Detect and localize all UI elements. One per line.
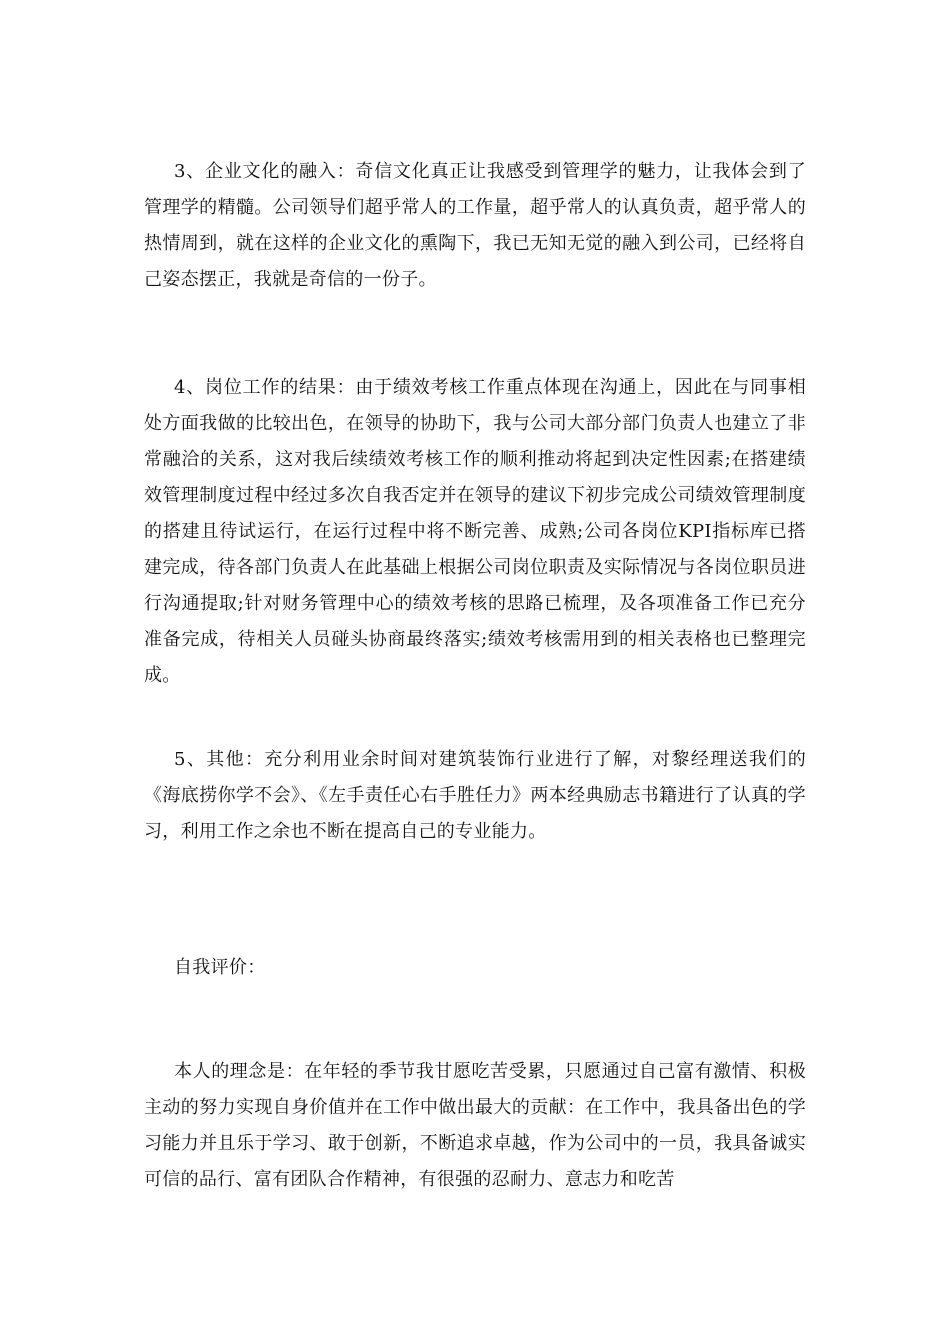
paragraph-personal-philosophy: 本人的理念是：在年轻的季节我甘愿吃苦受累，只愿通过自己富有激情、积极主动的努力实现自身价值并在工作中做出最大的贡献：在工作中，我具备出色的学习能力并且乐于学习、敢于创新，不断追求卓越，作为公司中的一员，我具备诚实可信的品行、富有团队合作精神，有很强的忍耐力、意志力和吃苦 [144,1061,806,1190]
paragraph-corporate-culture: 3、企业文化的融入：奇信文化真正让我感受到管理学的魅力，让我体会到了管理学的精髓。公司领导们超乎常人的工作量，超乎常人的认真负责，超乎常人的热情周到，就在这样的企业文化的熏陶下，我已无知无觉的融入到公司，已经将自己姿态摆正，我就是奇信的一份子。 [144,161,806,290]
paragraph-other: 5、其他：充分利用业余时间对建筑装饰行业进行了解，对黎经理送我们的《海底捞你学不会》、《左手责任心右手胜任力》两本经典励志书籍进行了认真的学习，利用工作之余也不断在提高自己的专业能力。 [144,749,806,842]
paragraph-job-results: 4、岗位工作的结果：由于绩效考核工作重点体现在沟通上，因此在与同事相处方面我做的比较出色，在领导的协助下，我与公司大部分部门负责人也建立了非常融洽的关系，这对我后续绩效考核工作的顺利推动将起到决定性因素;在搭建绩效管理制度过程中经过多次自我否定并在领导的建议下初步完成公司绩效管理制度的搭建且待试运行，在运行过程中将不断完善、成熟;公司各岗位KPI指标库已搭建完成，待各部门负责人在此基础上根据公司岗位职责及实际情况与各岗位职员进行沟通提取;针对财务管理中心的绩效考核的思路已梳理，及各项准备工作已充分准备完成，待相关人员碰头协商最终落实;绩效考核需用到的相关表格也已整理完成。 [144,377,806,686]
section-heading-self-evaluation: 自我评价： [174,957,266,978]
